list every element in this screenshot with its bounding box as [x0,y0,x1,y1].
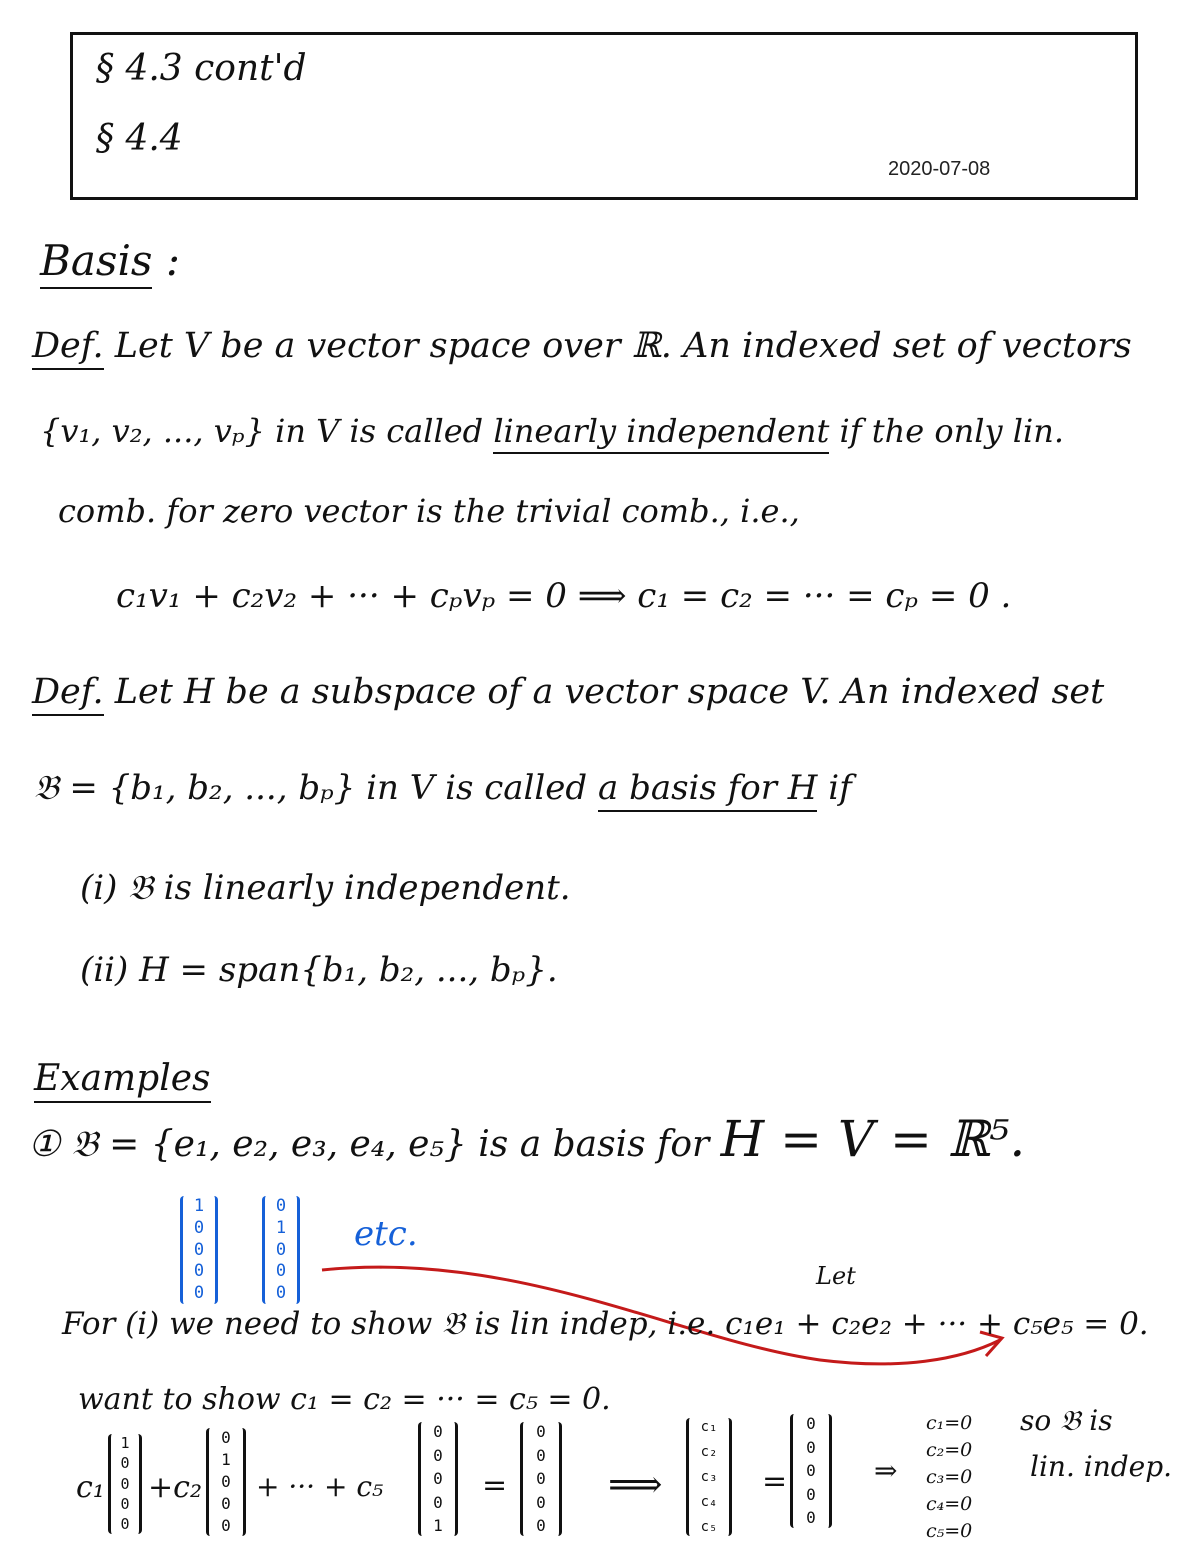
result-c4: c₄=0 [926,1493,973,1515]
def1-equation: c₁v₁ + c₂v₂ + ··· + cₚvₚ = 0 ⟹ c₁ = c₂ = ··· = cₚ = 0 . [116,576,1012,616]
vec-entry: 0 [221,1428,231,1447]
vec-entry: 0 [536,1492,546,1512]
section-title-4-3: § 4.3 cont'd [96,48,307,89]
vec-entry: c₂ [700,1444,718,1460]
vec-entry: 0 [275,1261,287,1282]
vec-entry: 1 [193,1196,205,1216]
equals-sign: = [482,1468,508,1503]
vec-entry: c₅ [700,1519,718,1535]
conclusion-line2: lin. indep. [1030,1450,1173,1483]
result-c5: c₅=0 [926,1520,973,1542]
implies-arrow-2: ⇒ [874,1454,898,1487]
def2-line2-b: if [828,768,852,808]
vec-entry: 0 [120,1454,130,1473]
vec-entry: 0 [433,1469,443,1488]
vec-entry: 0 [193,1217,205,1238]
vec-entry: 0 [536,1516,546,1535]
matrix-c [686,1418,732,1536]
vec-entry: 0 [536,1445,546,1465]
vec-entry: 0 [806,1508,816,1527]
vec-entry: 1 [275,1217,287,1238]
vec-entry: 0 [120,1494,130,1513]
vec-entry: c₃ [700,1469,718,1485]
basis-colon: : [165,236,180,285]
vec-entry: 0 [806,1461,816,1480]
matrix-zero [520,1422,562,1536]
matrix-zero-2 [790,1414,832,1528]
result-c3: c₃=0 [926,1466,973,1488]
def1-label: Def. [32,326,104,370]
def2-label: Def. [32,672,104,716]
implies-arrow: ⟹ [608,1462,663,1506]
def2-condition-i: (i) 𝔅 is linearly independent. [80,868,571,908]
let-label: Let [816,1262,856,1290]
example1-space: H = V = ℝ⁵. [720,1110,1026,1168]
examples-heading-text: Examples [34,1058,211,1103]
example1-number: ① [28,1124,61,1165]
vec-entry: 0 [221,1516,231,1535]
date-label: 2020-07-08 [888,158,991,180]
vec-entry: c₁ [700,1419,718,1435]
example1-line-i: For (i) we need to show 𝔅 is lin indep, i.e. c₁e₁ + c₂e₂ + ··· + c₅e₅ = 0. [62,1306,1149,1342]
def2-line2-a: 𝔅 = {b₁, b₂, ..., bₚ} in V is called [34,768,588,808]
results-list [926,1410,972,1545]
etc-label: etc. [354,1214,418,1254]
def1-term: linearly independent [493,412,829,454]
def1-line1-text: Let V be a vector space over ℝ. An indexed set of vectors [114,326,1132,366]
vec-entry: 0 [193,1283,205,1303]
example1-text: 𝔅 = {e₁, e₂, e₃, e₄, e₅} is a basis for [71,1124,710,1165]
vec-entry: 0 [221,1472,231,1491]
vec-entry: 0 [275,1283,287,1303]
vec-entry: 0 [120,1515,130,1533]
vec-entry: 0 [275,1196,287,1216]
vec-entry: 0 [433,1445,443,1465]
vec-entry: 1 [120,1434,130,1452]
vec-entry: 0 [806,1414,816,1433]
section-title-4-4: § 4.4 [96,118,183,159]
vec-entry: 0 [536,1469,546,1488]
vec-entry: c₄ [700,1494,718,1510]
def1-line3: comb. for zero vector is the trivial comb., i.e., [58,492,800,530]
vec-entry: 1 [433,1516,443,1535]
matrix-e2 [206,1428,246,1536]
coef-c1: c₁ [76,1470,105,1505]
vec-entry: 0 [806,1437,816,1457]
matrix-e5 [418,1422,458,1536]
vec-entry: 1 [221,1450,231,1469]
matrix-e1 [108,1434,142,1534]
vec-entry: 0 [433,1492,443,1512]
vec-entry: 0 [120,1474,130,1493]
vec-entry: 0 [536,1422,546,1441]
result-c2: c₂=0 [926,1439,973,1461]
result-c1: c₁=0 [926,1412,973,1434]
basis-heading-text: Basis [40,236,152,289]
def2-term: a basis for H [598,768,817,812]
def1-line2-b: if the only lin. [839,412,1064,450]
conclusion-line1: so 𝔅 is [1020,1404,1113,1437]
vec-entry: 0 [806,1484,816,1504]
vec-entry: 0 [433,1422,443,1441]
vec-entry: 0 [275,1239,287,1260]
example1-want: want to show c₁ = c₂ = ··· = c₅ = 0. [78,1382,611,1417]
def2-condition-ii: (ii) H = span{b₁, b₂, ..., bₚ}. [80,950,558,990]
vec-entry: 0 [221,1494,231,1513]
coef-c2: +c₂ [148,1470,202,1505]
equals-sign-2: = [762,1464,788,1499]
vec-entry: 0 [193,1239,205,1260]
def1-line2-a: {v₁, v₂, ..., vₚ} in V is called [40,412,484,450]
vec-entry: 0 [193,1261,205,1282]
def2-line1-text: Let H be a subspace of a vector space V. An indexed set [114,672,1105,712]
coef-c5: + ··· + c₅ [256,1470,384,1503]
